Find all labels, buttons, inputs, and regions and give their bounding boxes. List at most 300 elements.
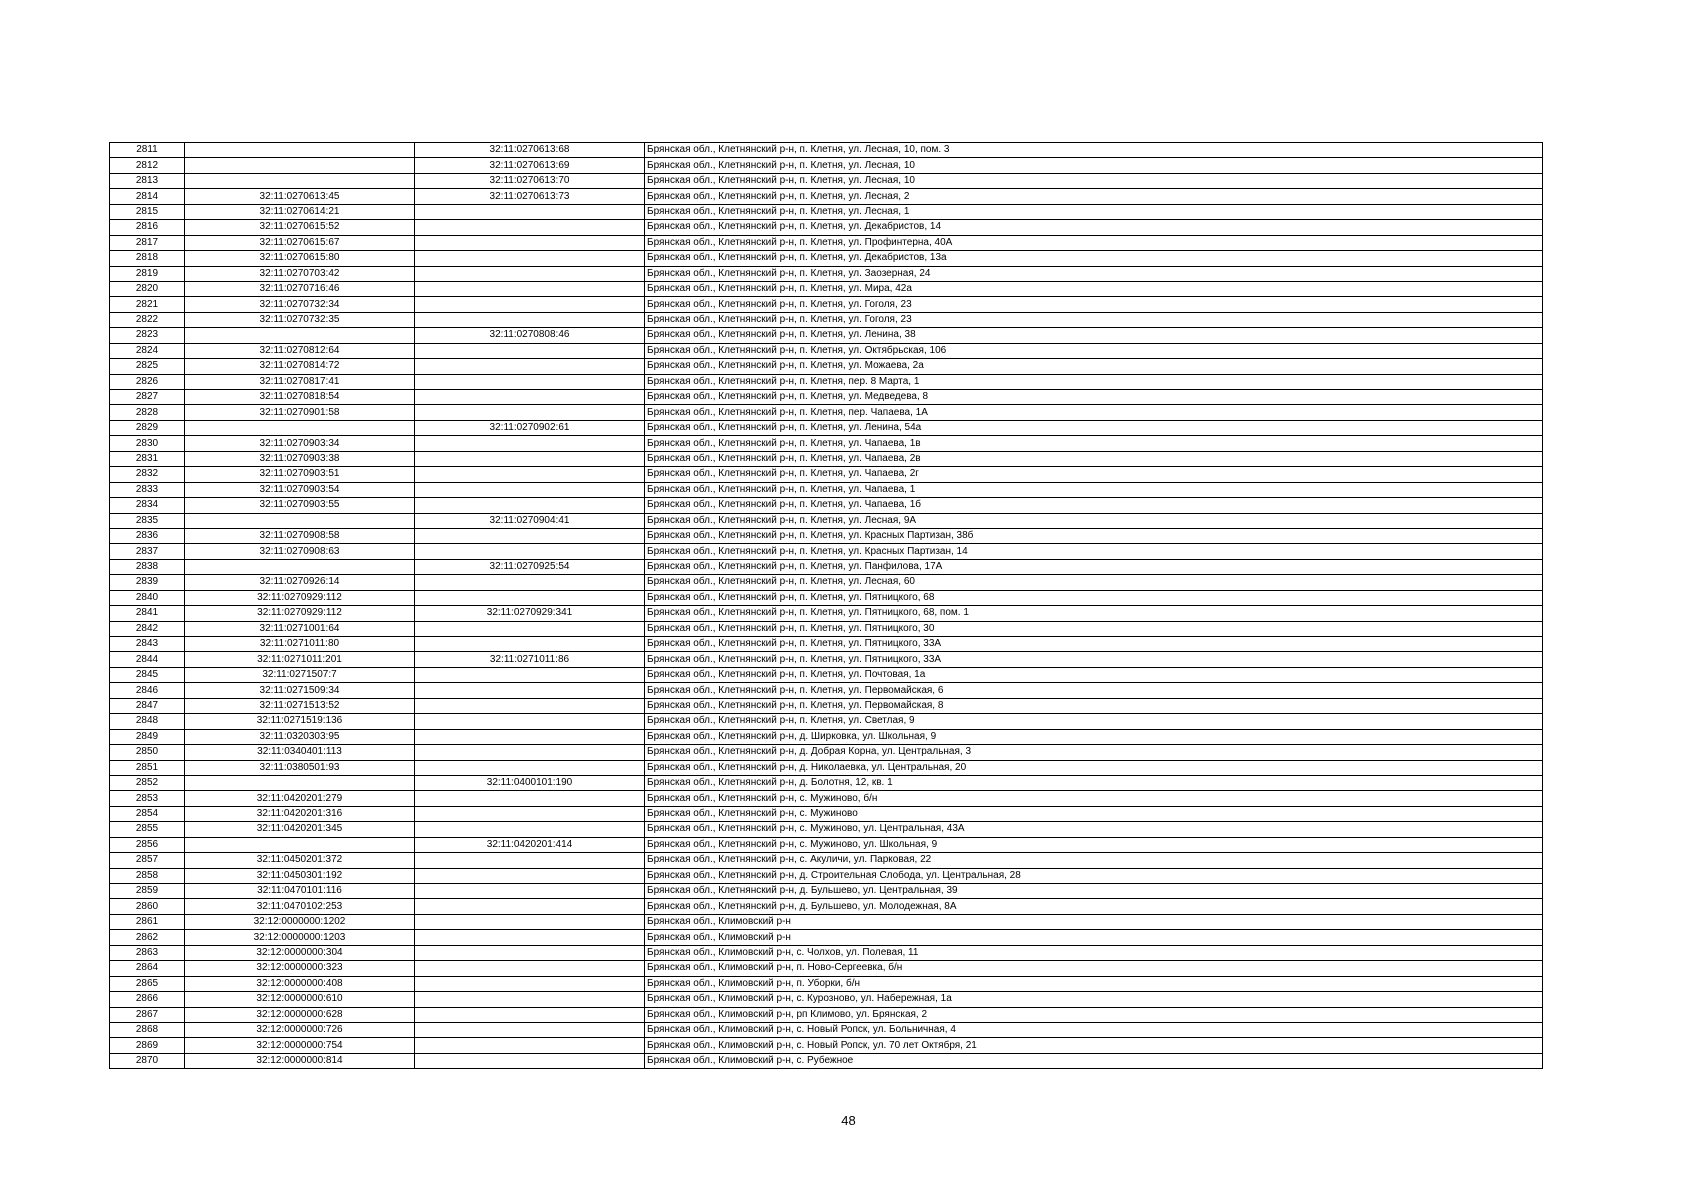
address-cell: Брянская обл., Климовский р-н, с. Новый Ропск, ул. Больничная, 4 bbox=[645, 1022, 1543, 1037]
cadastral-number-cell: 32:12:0000000:1202 bbox=[185, 914, 415, 929]
row-number-cell: 2824 bbox=[110, 343, 185, 358]
address-cell: Брянская обл., Клетнянский р-н, п. Клетня, ул. Чапаева, 1б bbox=[645, 498, 1543, 513]
address-cell: Брянская обл., Клетнянский р-н, п. Клетня, ул. Первомайская, 6 bbox=[645, 683, 1543, 698]
row-number-cell: 2865 bbox=[110, 976, 185, 991]
row-number-cell: 2823 bbox=[110, 328, 185, 343]
row-number-cell: 2862 bbox=[110, 930, 185, 945]
room-cadastral-number-cell bbox=[415, 930, 645, 945]
table-row bbox=[110, 498, 1543, 513]
row-number-cell: 2842 bbox=[110, 621, 185, 636]
cadastral-number-cell: 32:12:0000000:754 bbox=[185, 1038, 415, 1053]
cadastral-number-cell: 32:11:0270817:41 bbox=[185, 374, 415, 389]
cadastral-number-cell: 32:11:0271507:7 bbox=[185, 667, 415, 682]
address-cell: Брянская обл., Клетнянский р-н, п. Клетня, ул. Ленина, 54а bbox=[645, 420, 1543, 435]
address-cell: Брянская обл., Клетнянский р-н, п. Клетня, ул. Пятницкого, 30 bbox=[645, 621, 1543, 636]
cadastral-number-cell: 32:11:0270814:72 bbox=[185, 359, 415, 374]
room-cadastral-number-cell bbox=[415, 791, 645, 806]
room-cadastral-number-cell bbox=[415, 621, 645, 636]
row-number-cell: 2817 bbox=[110, 235, 185, 250]
address-cell: Брянская обл., Клетнянский р-н, п. Клетня, ул. Чапаева, 2г bbox=[645, 467, 1543, 482]
room-cadastral-number-cell bbox=[415, 899, 645, 914]
room-cadastral-number-cell bbox=[415, 884, 645, 899]
address-cell: Брянская обл., Климовский р-н, с. Рубежное bbox=[645, 1053, 1543, 1068]
table-row bbox=[110, 405, 1543, 420]
table-row bbox=[110, 853, 1543, 868]
address-cell: Брянская обл., Клетнянский р-н, п. Клетня, ул. Красных Партизан, 38б bbox=[645, 528, 1543, 543]
room-cadastral-number-cell bbox=[415, 1007, 645, 1022]
cadastral-number-cell: 32:11:0270613:45 bbox=[185, 189, 415, 204]
address-cell: Брянская обл., Климовский р-н bbox=[645, 930, 1543, 945]
cadastral-number-cell: 32:12:0000000:726 bbox=[185, 1022, 415, 1037]
address-cell: Брянская обл., Клетнянский р-н, д. Николаевка, ул. Центральная, 20 bbox=[645, 760, 1543, 775]
cadastral-number-cell: 32:11:0420201:316 bbox=[185, 806, 415, 821]
room-cadastral-number-cell: 32:11:0270613:73 bbox=[415, 189, 645, 204]
row-number-cell: 2818 bbox=[110, 251, 185, 266]
table-row bbox=[110, 590, 1543, 605]
cadastral-number-cell: 32:11:0270615:67 bbox=[185, 235, 415, 250]
cadastral-number-cell: 32:12:0000000:628 bbox=[185, 1007, 415, 1022]
cadastral-number-cell: 32:11:0270703:42 bbox=[185, 266, 415, 281]
room-cadastral-number-cell bbox=[415, 482, 645, 497]
address-cell: Брянская обл., Клетнянский р-н, п. Клетня, ул. Почтовая, 1а bbox=[645, 667, 1543, 682]
table-row bbox=[110, 312, 1543, 327]
table-row bbox=[110, 637, 1543, 652]
room-cadastral-number-cell bbox=[415, 1038, 645, 1053]
cadastral-number-cell: 32:11:0270929:112 bbox=[185, 590, 415, 605]
room-cadastral-number-cell bbox=[415, 390, 645, 405]
row-number-cell: 2811 bbox=[110, 143, 185, 158]
row-number-cell: 2844 bbox=[110, 652, 185, 667]
room-cadastral-number-cell bbox=[415, 281, 645, 296]
table-row bbox=[110, 297, 1543, 312]
room-cadastral-number-cell bbox=[415, 436, 645, 451]
room-cadastral-number-cell bbox=[415, 714, 645, 729]
table-row bbox=[110, 930, 1543, 945]
address-cell: Брянская обл., Клетнянский р-н, п. Клетня, ул. Гоголя, 23 bbox=[645, 312, 1543, 327]
row-number-cell: 2812 bbox=[110, 158, 185, 173]
cadastral-number-cell bbox=[185, 158, 415, 173]
table-row bbox=[110, 683, 1543, 698]
cadastral-number-cell bbox=[185, 837, 415, 852]
room-cadastral-number-cell bbox=[415, 251, 645, 266]
room-cadastral-number-cell bbox=[415, 343, 645, 358]
address-cell: Брянская обл., Климовский р-н, с. Новый Ропск, ул. 70 лет Октября, 21 bbox=[645, 1038, 1543, 1053]
row-number-cell: 2858 bbox=[110, 868, 185, 883]
address-cell: Брянская обл., Климовский р-н, п. Уборки, б/н bbox=[645, 976, 1543, 991]
address-cell: Брянская обл., Клетнянский р-н, п. Клетня, ул. Пятницкого, 33А bbox=[645, 637, 1543, 652]
table-row bbox=[110, 328, 1543, 343]
room-cadastral-number-cell bbox=[415, 760, 645, 775]
address-cell: Брянская обл., Клетнянский р-н, п. Клетня, ул. Светлая, 9 bbox=[645, 714, 1543, 729]
table-row bbox=[110, 143, 1543, 158]
table-row bbox=[110, 714, 1543, 729]
address-cell: Брянская обл., Клетнянский р-н, п. Клетня, пер. 8 Марта, 1 bbox=[645, 374, 1543, 389]
address-cell: Брянская обл., Клетнянский р-н, п. Клетня, ул. Гоголя, 23 bbox=[645, 297, 1543, 312]
table-row bbox=[110, 544, 1543, 559]
row-number-cell: 2830 bbox=[110, 436, 185, 451]
property-table bbox=[109, 142, 1543, 1069]
room-cadastral-number-cell bbox=[415, 914, 645, 929]
room-cadastral-number-cell bbox=[415, 667, 645, 682]
address-cell: Брянская обл., Клетнянский р-н, п. Клетня, ул. Лесная, 10, пом. 3 bbox=[645, 143, 1543, 158]
table-row bbox=[110, 204, 1543, 219]
address-cell: Брянская обл., Клетнянский р-н, д. Ширковка, ул. Школьная, 9 bbox=[645, 729, 1543, 744]
address-cell: Брянская обл., Клетнянский р-н, с. Акуличи, ул. Парковая, 22 bbox=[645, 853, 1543, 868]
table-row bbox=[110, 251, 1543, 266]
room-cadastral-number-cell bbox=[415, 467, 645, 482]
room-cadastral-number-cell bbox=[415, 374, 645, 389]
row-number-cell: 2815 bbox=[110, 204, 185, 219]
table-row bbox=[110, 914, 1543, 929]
cadastral-number-cell: 32:12:0000000:323 bbox=[185, 961, 415, 976]
row-number-cell: 2827 bbox=[110, 390, 185, 405]
cadastral-number-cell: 32:11:0420201:345 bbox=[185, 822, 415, 837]
row-number-cell: 2831 bbox=[110, 451, 185, 466]
cadastral-number-cell: 32:11:0270615:80 bbox=[185, 251, 415, 266]
cadastral-number-cell: 32:11:0270903:54 bbox=[185, 482, 415, 497]
table-row bbox=[110, 884, 1543, 899]
table-row bbox=[110, 868, 1543, 883]
room-cadastral-number-cell: 32:11:0270613:69 bbox=[415, 158, 645, 173]
address-cell: Брянская обл., Клетнянский р-н, п. Клетня, ул. Панфилова, 17А bbox=[645, 559, 1543, 574]
row-number-cell: 2852 bbox=[110, 775, 185, 790]
row-number-cell: 2867 bbox=[110, 1007, 185, 1022]
room-cadastral-number-cell bbox=[415, 683, 645, 698]
table-row bbox=[110, 1038, 1543, 1053]
address-cell: Брянская обл., Клетнянский р-н, п. Клетня, ул. Лесная, 60 bbox=[645, 575, 1543, 590]
cadastral-number-cell: 32:11:0270732:34 bbox=[185, 297, 415, 312]
cadastral-number-cell: 32:11:0470102:253 bbox=[185, 899, 415, 914]
room-cadastral-number-cell bbox=[415, 698, 645, 713]
row-number-cell: 2860 bbox=[110, 899, 185, 914]
cadastral-number-cell: 32:11:0420201:279 bbox=[185, 791, 415, 806]
cadastral-number-cell: 32:11:0320303:95 bbox=[185, 729, 415, 744]
room-cadastral-number-cell bbox=[415, 745, 645, 760]
cadastral-number-cell: 32:11:0270903:55 bbox=[185, 498, 415, 513]
room-cadastral-number-cell: 32:11:0270925:54 bbox=[415, 559, 645, 574]
row-number-cell: 2846 bbox=[110, 683, 185, 698]
row-number-cell: 2863 bbox=[110, 945, 185, 960]
table-row bbox=[110, 760, 1543, 775]
property-table-body bbox=[110, 143, 1543, 1069]
room-cadastral-number-cell bbox=[415, 590, 645, 605]
table-row bbox=[110, 745, 1543, 760]
room-cadastral-number-cell: 32:11:0270613:68 bbox=[415, 143, 645, 158]
cadastral-number-cell: 32:11:0271011:80 bbox=[185, 637, 415, 652]
row-number-cell: 2843 bbox=[110, 637, 185, 652]
room-cadastral-number-cell bbox=[415, 544, 645, 559]
table-row bbox=[110, 575, 1543, 590]
room-cadastral-number-cell bbox=[415, 575, 645, 590]
address-cell: Брянская обл., Клетнянский р-н, п. Клетня, пер. Чапаева, 1А bbox=[645, 405, 1543, 420]
address-cell: Брянская обл., Клетнянский р-н, п. Клетня, ул. Можаева, 2а bbox=[645, 359, 1543, 374]
row-number-cell: 2838 bbox=[110, 559, 185, 574]
table-row bbox=[110, 420, 1543, 435]
cadastral-number-cell: 32:11:0270903:38 bbox=[185, 451, 415, 466]
room-cadastral-number-cell bbox=[415, 945, 645, 960]
room-cadastral-number-cell bbox=[415, 806, 645, 821]
row-number-cell: 2832 bbox=[110, 467, 185, 482]
room-cadastral-number-cell bbox=[415, 961, 645, 976]
address-cell: Брянская обл., Клетнянский р-н, п. Клетня, ул. Чапаева, 1в bbox=[645, 436, 1543, 451]
address-cell: Брянская обл., Клетнянский р-н, п. Клетня, ул. Заозерная, 24 bbox=[645, 266, 1543, 281]
cadastral-number-cell: 32:11:0340401:113 bbox=[185, 745, 415, 760]
room-cadastral-number-cell bbox=[415, 822, 645, 837]
room-cadastral-number-cell bbox=[415, 1022, 645, 1037]
cadastral-number-cell: 32:11:0270908:58 bbox=[185, 528, 415, 543]
address-cell: Брянская обл., Клетнянский р-н, п. Клетня, ул. Профинтерна, 40А bbox=[645, 235, 1543, 250]
row-number-cell: 2845 bbox=[110, 667, 185, 682]
row-number-cell: 2847 bbox=[110, 698, 185, 713]
row-number-cell: 2851 bbox=[110, 760, 185, 775]
cadastral-number-cell: 32:11:0271513:52 bbox=[185, 698, 415, 713]
row-number-cell: 2868 bbox=[110, 1022, 185, 1037]
cadastral-number-cell: 32:12:0000000:1203 bbox=[185, 930, 415, 945]
row-number-cell: 2814 bbox=[110, 189, 185, 204]
table-row bbox=[110, 652, 1543, 667]
cadastral-number-cell: 32:12:0000000:408 bbox=[185, 976, 415, 991]
address-cell: Брянская обл., Клетнянский р-н, с. Мужиново, ул. Центральная, 43А bbox=[645, 822, 1543, 837]
room-cadastral-number-cell bbox=[415, 204, 645, 219]
row-number-cell: 2826 bbox=[110, 374, 185, 389]
table-row bbox=[110, 992, 1543, 1007]
address-cell: Брянская обл., Клетнянский р-н, п. Клетня, ул. Декабристов, 13а bbox=[645, 251, 1543, 266]
table-row bbox=[110, 482, 1543, 497]
table-row bbox=[110, 374, 1543, 389]
table-row bbox=[110, 729, 1543, 744]
table-row bbox=[110, 1022, 1543, 1037]
address-cell: Брянская обл., Клетнянский р-н, п. Клетня, ул. Лесная, 1 bbox=[645, 204, 1543, 219]
row-number-cell: 2825 bbox=[110, 359, 185, 374]
table-row bbox=[110, 559, 1543, 574]
cadastral-number-cell bbox=[185, 328, 415, 343]
address-cell: Брянская обл., Клетнянский р-н, п. Клетня, ул. Красных Партизан, 14 bbox=[645, 544, 1543, 559]
row-number-cell: 2869 bbox=[110, 1038, 185, 1053]
cadastral-number-cell: 32:11:0270716:46 bbox=[185, 281, 415, 296]
room-cadastral-number-cell: 32:11:0270929:341 bbox=[415, 606, 645, 621]
table-row bbox=[110, 467, 1543, 482]
address-cell: Брянская обл., Клетнянский р-н, п. Клетня, ул. Лесная, 10 bbox=[645, 158, 1543, 173]
room-cadastral-number-cell: 32:11:0270904:41 bbox=[415, 513, 645, 528]
table-row bbox=[110, 235, 1543, 250]
room-cadastral-number-cell bbox=[415, 528, 645, 543]
row-number-cell: 2859 bbox=[110, 884, 185, 899]
row-number-cell: 2854 bbox=[110, 806, 185, 821]
table-row bbox=[110, 281, 1543, 296]
cadastral-number-cell bbox=[185, 775, 415, 790]
row-number-cell: 2841 bbox=[110, 606, 185, 621]
row-number-cell: 2834 bbox=[110, 498, 185, 513]
cadastral-number-cell: 32:12:0000000:304 bbox=[185, 945, 415, 960]
address-cell: Брянская обл., Клетнянский р-н, п. Клетня, ул. Пятницкого, 68 bbox=[645, 590, 1543, 605]
row-number-cell: 2822 bbox=[110, 312, 185, 327]
table-row bbox=[110, 390, 1543, 405]
address-cell: Брянская обл., Клетнянский р-н, п. Клетня, ул. Декабристов, 14 bbox=[645, 220, 1543, 235]
row-number-cell: 2853 bbox=[110, 791, 185, 806]
cadastral-number-cell: 32:11:0270929:112 bbox=[185, 606, 415, 621]
address-cell: Брянская обл., Клетнянский р-н, д. Добрая Корна, ул. Центральная, 3 bbox=[645, 745, 1543, 760]
address-cell: Брянская обл., Климовский р-н, с. Чолхов, ул. Полевая, 11 bbox=[645, 945, 1543, 960]
row-number-cell: 2850 bbox=[110, 745, 185, 760]
address-cell: Брянская обл., Клетнянский р-н, с. Мужиново bbox=[645, 806, 1543, 821]
address-cell: Брянская обл., Клетнянский р-н, п. Клетня, ул. Октябрьская, 106 bbox=[645, 343, 1543, 358]
address-cell: Брянская обл., Клетнянский р-н, п. Клетня, ул. Чапаева, 1 bbox=[645, 482, 1543, 497]
cadastral-number-cell: 32:11:0270903:34 bbox=[185, 436, 415, 451]
table-row bbox=[110, 976, 1543, 991]
cadastral-number-cell: 32:12:0000000:610 bbox=[185, 992, 415, 1007]
cadastral-number-cell: 32:11:0271519:136 bbox=[185, 714, 415, 729]
table-row bbox=[110, 621, 1543, 636]
cadastral-number-cell: 32:11:0450301:192 bbox=[185, 868, 415, 883]
row-number-cell: 2849 bbox=[110, 729, 185, 744]
address-cell: Брянская обл., Клетнянский р-н, д. Болотня, 12, кв. 1 bbox=[645, 775, 1543, 790]
table-row bbox=[110, 158, 1543, 173]
address-cell: Брянская обл., Климовский р-н, с. Курозново, ул. Набережная, 1а bbox=[645, 992, 1543, 1007]
row-number-cell: 2828 bbox=[110, 405, 185, 420]
row-number-cell: 2848 bbox=[110, 714, 185, 729]
table-row bbox=[110, 822, 1543, 837]
room-cadastral-number-cell bbox=[415, 220, 645, 235]
cadastral-number-cell: 32:11:0270818:54 bbox=[185, 390, 415, 405]
cadastral-number-cell: 32:11:0270926:14 bbox=[185, 575, 415, 590]
room-cadastral-number-cell: 32:11:0270902:61 bbox=[415, 420, 645, 435]
table-row bbox=[110, 343, 1543, 358]
room-cadastral-number-cell bbox=[415, 992, 645, 1007]
row-number-cell: 2820 bbox=[110, 281, 185, 296]
page-number: 48 bbox=[841, 1113, 856, 1128]
row-number-cell: 2864 bbox=[110, 961, 185, 976]
room-cadastral-number-cell: 32:11:0270613:70 bbox=[415, 173, 645, 188]
table-row bbox=[110, 1053, 1543, 1068]
cadastral-number-cell bbox=[185, 143, 415, 158]
address-cell: Брянская обл., Клетнянский р-н, п. Клетня, ул. Лесная, 9А bbox=[645, 513, 1543, 528]
cadastral-number-cell bbox=[185, 513, 415, 528]
table-row bbox=[110, 266, 1543, 281]
row-number-cell: 2866 bbox=[110, 992, 185, 1007]
row-number-cell: 2829 bbox=[110, 420, 185, 435]
cadastral-number-cell: 32:11:0380501:93 bbox=[185, 760, 415, 775]
address-cell: Брянская обл., Клетнянский р-н, д. Бульшево, ул. Центральная, 39 bbox=[645, 884, 1543, 899]
table-row bbox=[110, 775, 1543, 790]
address-cell: Брянская обл., Клетнянский р-н, д. Строительная Слобода, ул. Центральная, 28 bbox=[645, 868, 1543, 883]
table-row bbox=[110, 698, 1543, 713]
row-number-cell: 2870 bbox=[110, 1053, 185, 1068]
table-row bbox=[110, 606, 1543, 621]
room-cadastral-number-cell bbox=[415, 359, 645, 374]
room-cadastral-number-cell: 32:11:0271011:86 bbox=[415, 652, 645, 667]
table-row bbox=[110, 899, 1543, 914]
table-row bbox=[110, 528, 1543, 543]
table-row bbox=[110, 1007, 1543, 1022]
room-cadastral-number-cell bbox=[415, 451, 645, 466]
row-number-cell: 2855 bbox=[110, 822, 185, 837]
cadastral-number-cell: 32:12:0000000:814 bbox=[185, 1053, 415, 1068]
room-cadastral-number-cell bbox=[415, 498, 645, 513]
address-cell: Брянская обл., Клетнянский р-н, п. Клетня, ул. Лесная, 2 bbox=[645, 189, 1543, 204]
cadastral-number-cell: 32:11:0270615:52 bbox=[185, 220, 415, 235]
table-row bbox=[110, 961, 1543, 976]
room-cadastral-number-cell: 32:11:0420201:414 bbox=[415, 837, 645, 852]
cadastral-number-cell: 32:11:0271011:201 bbox=[185, 652, 415, 667]
table-row bbox=[110, 189, 1543, 204]
room-cadastral-number-cell bbox=[415, 312, 645, 327]
address-cell: Брянская обл., Клетнянский р-н, с. Мужиново, ул. Школьная, 9 bbox=[645, 837, 1543, 852]
address-cell: Брянская обл., Клетнянский р-н, д. Бульшево, ул. Молодежная, 8А bbox=[645, 899, 1543, 914]
table-row bbox=[110, 513, 1543, 528]
table-row bbox=[110, 436, 1543, 451]
room-cadastral-number-cell bbox=[415, 235, 645, 250]
cadastral-number-cell: 32:11:0270903:51 bbox=[185, 467, 415, 482]
row-number-cell: 2833 bbox=[110, 482, 185, 497]
row-number-cell: 2813 bbox=[110, 173, 185, 188]
room-cadastral-number-cell: 32:11:0400101:190 bbox=[415, 775, 645, 790]
table-row bbox=[110, 359, 1543, 374]
room-cadastral-number-cell bbox=[415, 1053, 645, 1068]
room-cadastral-number-cell bbox=[415, 853, 645, 868]
table-row bbox=[110, 451, 1543, 466]
row-number-cell: 2861 bbox=[110, 914, 185, 929]
address-cell: Брянская обл., Климовский р-н, п. Ново-Сергеевка, б/н bbox=[645, 961, 1543, 976]
table-row bbox=[110, 945, 1543, 960]
table-row bbox=[110, 837, 1543, 852]
room-cadastral-number-cell bbox=[415, 976, 645, 991]
room-cadastral-number-cell: 32:11:0270808:46 bbox=[415, 328, 645, 343]
row-number-cell: 2816 bbox=[110, 220, 185, 235]
cadastral-number-cell bbox=[185, 173, 415, 188]
room-cadastral-number-cell bbox=[415, 266, 645, 281]
row-number-cell: 2840 bbox=[110, 590, 185, 605]
room-cadastral-number-cell bbox=[415, 729, 645, 744]
row-number-cell: 2857 bbox=[110, 853, 185, 868]
cadastral-number-cell: 32:11:0270614:21 bbox=[185, 204, 415, 219]
cadastral-number-cell: 32:11:0270908:63 bbox=[185, 544, 415, 559]
address-cell: Брянская обл., Клетнянский р-н, п. Клетня, ул. Мира, 42а bbox=[645, 281, 1543, 296]
address-cell: Брянская обл., Клетнянский р-н, п. Клетня, ул. Пятницкого, 68, пом. 1 bbox=[645, 606, 1543, 621]
room-cadastral-number-cell bbox=[415, 868, 645, 883]
row-number-cell: 2837 bbox=[110, 544, 185, 559]
row-number-cell: 2819 bbox=[110, 266, 185, 281]
row-number-cell: 2835 bbox=[110, 513, 185, 528]
cadastral-number-cell: 32:11:0271001:64 bbox=[185, 621, 415, 636]
row-number-cell: 2839 bbox=[110, 575, 185, 590]
room-cadastral-number-cell bbox=[415, 637, 645, 652]
cadastral-number-cell: 32:11:0270812:64 bbox=[185, 343, 415, 358]
room-cadastral-number-cell bbox=[415, 297, 645, 312]
address-cell: Брянская обл., Клетнянский р-н, п. Клетня, ул. Чапаева, 2в bbox=[645, 451, 1543, 466]
table-row bbox=[110, 806, 1543, 821]
cadastral-number-cell bbox=[185, 559, 415, 574]
cadastral-number-cell: 32:11:0270732:35 bbox=[185, 312, 415, 327]
room-cadastral-number-cell bbox=[415, 405, 645, 420]
address-cell: Брянская обл., Клетнянский р-н, с. Мужиново, б/н bbox=[645, 791, 1543, 806]
cadastral-number-cell: 32:11:0470101:116 bbox=[185, 884, 415, 899]
cadastral-number-cell: 32:11:0271509:34 bbox=[185, 683, 415, 698]
address-cell: Брянская обл., Клетнянский р-н, п. Клетня, ул. Пятницкого, 33А bbox=[645, 652, 1543, 667]
cadastral-number-cell: 32:11:0450201:372 bbox=[185, 853, 415, 868]
row-number-cell: 2836 bbox=[110, 528, 185, 543]
cadastral-number-cell bbox=[185, 420, 415, 435]
address-cell: Брянская обл., Климовский р-н bbox=[645, 914, 1543, 929]
row-number-cell: 2856 bbox=[110, 837, 185, 852]
table-row bbox=[110, 667, 1543, 682]
table-row bbox=[110, 791, 1543, 806]
table-row bbox=[110, 173, 1543, 188]
address-cell: Брянская обл., Клетнянский р-н, п. Клетня, ул. Медведева, 8 bbox=[645, 390, 1543, 405]
address-cell: Брянская обл., Клетнянский р-н, п. Клетня, ул. Ленина, 38 bbox=[645, 328, 1543, 343]
address-cell: Брянская обл., Климовский р-н, рп Климово, ул. Брянская, 2 bbox=[645, 1007, 1543, 1022]
address-cell: Брянская обл., Клетнянский р-н, п. Клетня, ул. Лесная, 10 bbox=[645, 173, 1543, 188]
row-number-cell: 2821 bbox=[110, 297, 185, 312]
